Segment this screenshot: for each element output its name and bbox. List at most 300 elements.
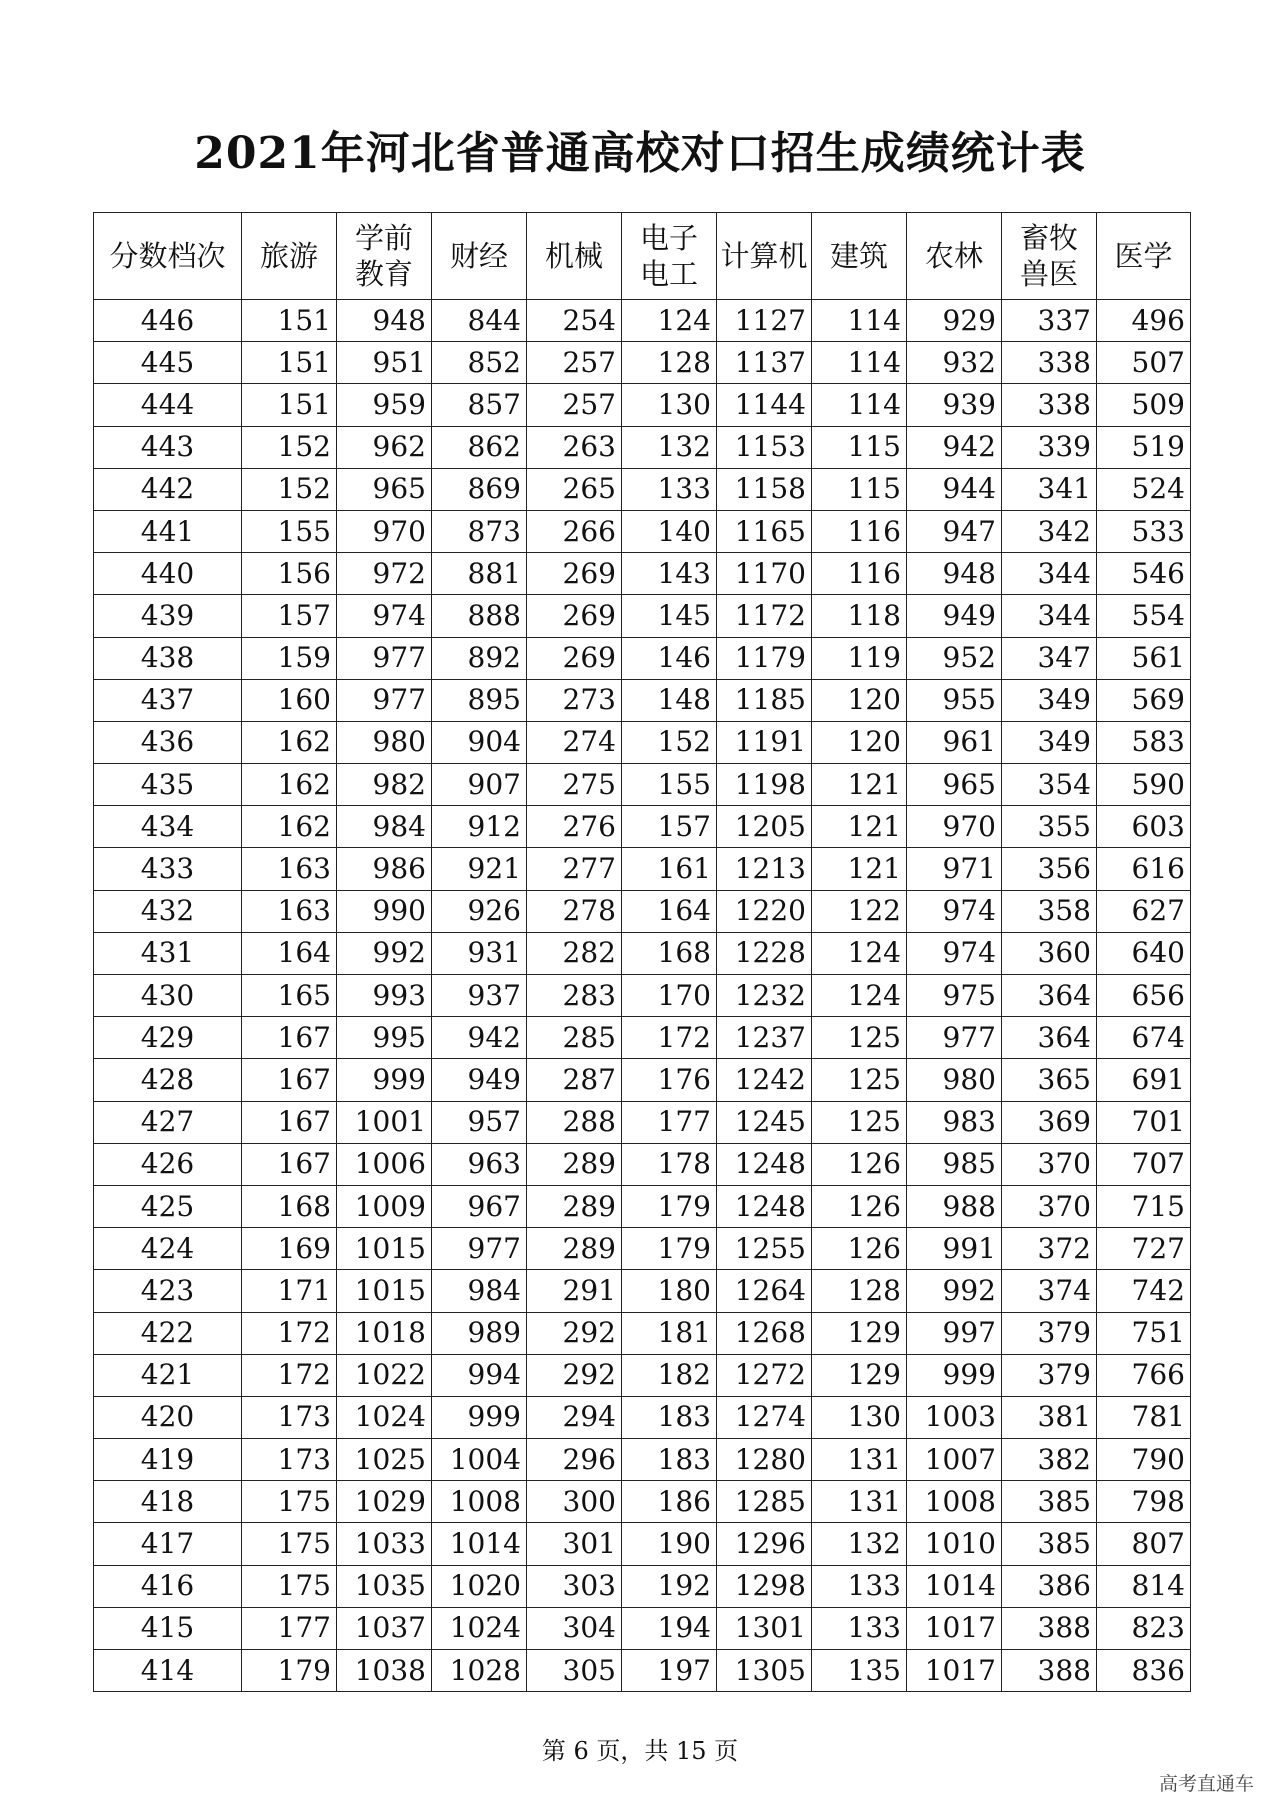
table-cell: 881: [432, 553, 527, 595]
column-header-label: 教育: [354, 257, 413, 291]
table-cell: 372: [1002, 1228, 1097, 1270]
table-row: [94, 1312, 1191, 1354]
table-cell: 114: [812, 342, 907, 384]
table-cell: 932: [907, 342, 1002, 384]
table-cell: 844: [432, 300, 527, 342]
table-cell: 962: [337, 426, 432, 468]
table-cell: 257: [527, 384, 622, 426]
score-level-cell: 417: [94, 1523, 242, 1565]
table-cell: 269: [527, 595, 622, 637]
table-cell: 1008: [907, 1481, 1002, 1523]
table-cell: 157: [622, 806, 717, 848]
table-cell: 583: [1097, 721, 1191, 763]
table-cell: 370: [1002, 1185, 1097, 1227]
table-cell: 349: [1002, 721, 1097, 763]
table-cell: 869: [432, 468, 527, 510]
column-header: [242, 213, 337, 300]
table-cell: 385: [1002, 1523, 1097, 1565]
column-header: [432, 213, 527, 300]
table-cell: 190: [622, 1523, 717, 1565]
table-cell: 974: [907, 890, 1002, 932]
table-cell: 121: [812, 764, 907, 806]
table-cell: 972: [337, 553, 432, 595]
table-cell: 1022: [337, 1354, 432, 1396]
column-header-label: 电子: [639, 221, 698, 255]
table-cell: 990: [337, 890, 432, 932]
table-cell: 1272: [717, 1354, 812, 1396]
page-number-footer: 第 6 页，共 15 页: [541, 1737, 739, 1765]
table-cell: 546: [1097, 553, 1191, 595]
column-header: [94, 213, 242, 300]
table-cell: 781: [1097, 1396, 1191, 1438]
table-row: [94, 1270, 1191, 1312]
score-level-cell: 414: [94, 1650, 242, 1692]
table-cell: 364: [1002, 975, 1097, 1017]
table-cell: 1296: [717, 1523, 812, 1565]
table-cell: 904: [432, 721, 527, 763]
table-cell: 388: [1002, 1607, 1097, 1649]
table-cell: 296: [527, 1439, 622, 1481]
table-cell: 1017: [907, 1650, 1002, 1692]
table-cell: 124: [812, 932, 907, 974]
table-cell: 965: [337, 468, 432, 510]
table-cell: 194: [622, 1607, 717, 1649]
table-cell: 977: [337, 637, 432, 679]
table-row: [94, 300, 1191, 342]
table-cell: 977: [907, 1017, 1002, 1059]
table-cell: 347: [1002, 637, 1097, 679]
table-cell: 952: [907, 637, 1002, 679]
table-cell: 862: [432, 426, 527, 468]
table-cell: 519: [1097, 426, 1191, 468]
table-cell: 790: [1097, 1439, 1191, 1481]
table-cell: 122: [812, 890, 907, 932]
score-level-cell: 445: [94, 342, 242, 384]
table-row: [94, 510, 1191, 552]
score-level-cell: 434: [94, 806, 242, 848]
table-cell: 167: [242, 1101, 337, 1143]
table-cell: 128: [812, 1270, 907, 1312]
table-cell: 727: [1097, 1228, 1191, 1270]
table-cell: 172: [622, 1017, 717, 1059]
table-cell: 496: [1097, 300, 1191, 342]
table-cell: 1220: [717, 890, 812, 932]
table-cell: 751: [1097, 1312, 1191, 1354]
table-cell: 283: [527, 975, 622, 1017]
table-cell: 1285: [717, 1481, 812, 1523]
table-cell: 179: [622, 1228, 717, 1270]
table-cell: 995: [337, 1017, 432, 1059]
table-cell: 167: [242, 1017, 337, 1059]
table-cell: 942: [432, 1017, 527, 1059]
table-cell: 197: [622, 1650, 717, 1692]
table-cell: 1264: [717, 1270, 812, 1312]
score-level-cell: 431: [94, 932, 242, 974]
score-level-cell: 433: [94, 848, 242, 890]
table-cell: 116: [812, 510, 907, 552]
table-cell: 151: [242, 384, 337, 426]
table-cell: 177: [242, 1607, 337, 1649]
table-cell: 114: [812, 384, 907, 426]
table-cell: 656: [1097, 975, 1191, 1017]
table-cell: 895: [432, 679, 527, 721]
table-cell: 715: [1097, 1185, 1191, 1227]
table-cell: 1305: [717, 1650, 812, 1692]
table-cell: 131: [812, 1481, 907, 1523]
column-header-label: 畜牧: [1019, 221, 1078, 255]
table-cell: 181: [622, 1312, 717, 1354]
score-level-cell: 422: [94, 1312, 242, 1354]
table-cell: 985: [907, 1143, 1002, 1185]
table-cell: 305: [527, 1650, 622, 1692]
table-cell: 1033: [337, 1523, 432, 1565]
score-level-cell: 420: [94, 1396, 242, 1438]
column-header-label: 财经: [449, 239, 508, 273]
score-level-cell: 426: [94, 1143, 242, 1185]
score-level-cell: 438: [94, 637, 242, 679]
table-cell: 162: [242, 764, 337, 806]
table-row: [94, 1650, 1191, 1692]
table-cell: 274: [527, 721, 622, 763]
table-cell: 1024: [432, 1607, 527, 1649]
table-cell: 971: [907, 848, 1002, 890]
table-cell: 159: [242, 637, 337, 679]
table-cell: 1191: [717, 721, 812, 763]
score-level-cell: 418: [94, 1481, 242, 1523]
table-cell: 1165: [717, 510, 812, 552]
table-cell: 970: [907, 806, 1002, 848]
table-cell: 977: [337, 679, 432, 721]
score-level-cell: 440: [94, 553, 242, 595]
table-cell: 369: [1002, 1101, 1097, 1143]
table-row: [94, 553, 1191, 595]
table-cell: 980: [907, 1059, 1002, 1101]
table-cell: 992: [337, 932, 432, 974]
table-cell: 965: [907, 764, 1002, 806]
table-cell: 182: [622, 1354, 717, 1396]
table-row: [94, 848, 1191, 890]
table-cell: 265: [527, 468, 622, 510]
table-cell: 379: [1002, 1312, 1097, 1354]
table-cell: 152: [622, 721, 717, 763]
table-cell: 640: [1097, 932, 1191, 974]
table-cell: 852: [432, 342, 527, 384]
table-cell: 344: [1002, 595, 1097, 637]
table-cell: 342: [1002, 510, 1097, 552]
column-header-label: 电工: [639, 257, 698, 291]
table-cell: 1006: [337, 1143, 432, 1185]
table-row: [94, 1523, 1191, 1565]
table-cell: 1038: [337, 1650, 432, 1692]
table-cell: 124: [622, 300, 717, 342]
table-cell: 145: [622, 595, 717, 637]
table-cell: 982: [337, 764, 432, 806]
score-level-cell: 435: [94, 764, 242, 806]
table-cell: 1028: [432, 1650, 527, 1692]
table-cell: 959: [337, 384, 432, 426]
table-cell: 178: [622, 1143, 717, 1185]
score-level-cell: 429: [94, 1017, 242, 1059]
score-level-cell: 430: [94, 975, 242, 1017]
table-cell: 999: [337, 1059, 432, 1101]
table-cell: 1242: [717, 1059, 812, 1101]
table-cell: 129: [812, 1312, 907, 1354]
table-cell: 1198: [717, 764, 812, 806]
table-cell: 1014: [432, 1523, 527, 1565]
table-cell: 533: [1097, 510, 1191, 552]
table-cell: 164: [242, 932, 337, 974]
table-cell: 1268: [717, 1312, 812, 1354]
table-cell: 257: [527, 342, 622, 384]
table-row: [94, 1565, 1191, 1607]
table-cell: 169: [242, 1228, 337, 1270]
table-header: [94, 213, 1191, 300]
table-cell: 132: [812, 1523, 907, 1565]
table-row: [94, 1143, 1191, 1185]
table-cell: 276: [527, 806, 622, 848]
score-level-cell: 419: [94, 1439, 242, 1481]
table-cell: 942: [907, 426, 1002, 468]
table-cell: 379: [1002, 1354, 1097, 1396]
table-cell: 986: [337, 848, 432, 890]
table-cell: 192: [622, 1565, 717, 1607]
table-cell: 907: [432, 764, 527, 806]
table-cell: 289: [527, 1228, 622, 1270]
table-row: [94, 1354, 1191, 1396]
table-cell: 742: [1097, 1270, 1191, 1312]
table-row: [94, 1017, 1191, 1059]
table-cell: 124: [812, 975, 907, 1017]
table-cell: 301: [527, 1523, 622, 1565]
table-cell: 1015: [337, 1228, 432, 1270]
table-cell: 121: [812, 848, 907, 890]
table-cell: 151: [242, 300, 337, 342]
table-cell: 114: [812, 300, 907, 342]
table-cell: 356: [1002, 848, 1097, 890]
table-cell: 180: [622, 1270, 717, 1312]
column-header: [622, 213, 717, 300]
table-cell: 507: [1097, 342, 1191, 384]
table-cell: 165: [242, 975, 337, 1017]
table-cell: 115: [812, 426, 907, 468]
table-cell: 126: [812, 1185, 907, 1227]
table-cell: 151: [242, 342, 337, 384]
score-level-cell: 446: [94, 300, 242, 342]
table-cell: 691: [1097, 1059, 1191, 1101]
table-cell: 1035: [337, 1565, 432, 1607]
table-row: [94, 975, 1191, 1017]
table-cell: 338: [1002, 384, 1097, 426]
table-cell: 1301: [717, 1607, 812, 1649]
table-cell: 1001: [337, 1101, 432, 1143]
table-cell: 992: [907, 1270, 1002, 1312]
table-row: [94, 1059, 1191, 1101]
column-header-label: 学前: [354, 221, 413, 255]
table-row: [94, 1228, 1191, 1270]
table-cell: 955: [907, 679, 1002, 721]
score-level-cell: 424: [94, 1228, 242, 1270]
table-cell: 961: [907, 721, 1002, 763]
table-row: [94, 1439, 1191, 1481]
table-cell: 125: [812, 1059, 907, 1101]
table-cell: 133: [812, 1607, 907, 1649]
table-cell: 287: [527, 1059, 622, 1101]
table-cell: 175: [242, 1523, 337, 1565]
table-cell: 285: [527, 1017, 622, 1059]
table-cell: 183: [622, 1439, 717, 1481]
table-cell: 161: [622, 848, 717, 890]
table-cell: 823: [1097, 1607, 1191, 1649]
table-cell: 1008: [432, 1481, 527, 1523]
table-row: [94, 637, 1191, 679]
table-cell: 674: [1097, 1017, 1191, 1059]
table-row: [94, 764, 1191, 806]
table-cell: 963: [432, 1143, 527, 1185]
score-level-cell: 427: [94, 1101, 242, 1143]
table-cell: 177: [622, 1101, 717, 1143]
table-cell: 1237: [717, 1017, 812, 1059]
table-cell: 146: [622, 637, 717, 679]
table-cell: 179: [622, 1185, 717, 1227]
table-row: [94, 890, 1191, 932]
table-cell: 382: [1002, 1439, 1097, 1481]
table-cell: 170: [622, 975, 717, 1017]
table-cell: 1228: [717, 932, 812, 974]
table-row: [94, 468, 1191, 510]
table-cell: 888: [432, 595, 527, 637]
score-level-cell: 436: [94, 721, 242, 763]
score-level-cell: 444: [94, 384, 242, 426]
table-cell: 288: [527, 1101, 622, 1143]
table-cell: 974: [337, 595, 432, 637]
table-cell: 974: [907, 932, 1002, 974]
score-level-cell: 439: [94, 595, 242, 637]
table-cell: 269: [527, 553, 622, 595]
column-header-label: 兽医: [1019, 257, 1078, 291]
table-cell: 130: [812, 1396, 907, 1438]
table-cell: 140: [622, 510, 717, 552]
score-level-cell: 437: [94, 679, 242, 721]
table-cell: 289: [527, 1143, 622, 1185]
table-cell: 569: [1097, 679, 1191, 721]
table-cell: 156: [242, 553, 337, 595]
table-cell: 616: [1097, 848, 1191, 890]
score-level-cell: 441: [94, 510, 242, 552]
table-cell: 278: [527, 890, 622, 932]
table-cell: 269: [527, 637, 622, 679]
table-cell: 994: [432, 1354, 527, 1396]
table-cell: 509: [1097, 384, 1191, 426]
table-cell: 1009: [337, 1185, 432, 1227]
table-cell: 988: [907, 1185, 1002, 1227]
table-cell: 999: [907, 1354, 1002, 1396]
table-row: [94, 1101, 1191, 1143]
table-cell: 364: [1002, 1017, 1097, 1059]
score-level-cell: 442: [94, 468, 242, 510]
table-cell: 627: [1097, 890, 1191, 932]
table-cell: 374: [1002, 1270, 1097, 1312]
table-cell: 707: [1097, 1143, 1191, 1185]
table-cell: 160: [242, 679, 337, 721]
table-row: [94, 1185, 1191, 1227]
table-cell: 1029: [337, 1481, 432, 1523]
table-cell: 292: [527, 1312, 622, 1354]
table-cell: 155: [622, 764, 717, 806]
table-cell: 275: [527, 764, 622, 806]
table-cell: 157: [242, 595, 337, 637]
table-cell: 133: [812, 1565, 907, 1607]
table-row: [94, 932, 1191, 974]
table-cell: 304: [527, 1607, 622, 1649]
column-header-label: 建筑: [829, 239, 888, 273]
table-row: [94, 342, 1191, 384]
table-cell: 807: [1097, 1523, 1191, 1565]
table-cell: 120: [812, 721, 907, 763]
table-cell: 1158: [717, 468, 812, 510]
column-header: [812, 213, 907, 300]
table-cell: 975: [907, 975, 1002, 1017]
table-cell: 957: [432, 1101, 527, 1143]
table-cell: 118: [812, 595, 907, 637]
table-cell: 766: [1097, 1354, 1191, 1396]
table-cell: 949: [907, 595, 1002, 637]
table-cell: 365: [1002, 1059, 1097, 1101]
table-cell: 167: [242, 1059, 337, 1101]
table-cell: 1185: [717, 679, 812, 721]
table-cell: 254: [527, 300, 622, 342]
table-cell: 948: [337, 300, 432, 342]
table-cell: 381: [1002, 1396, 1097, 1438]
table-cell: 266: [527, 510, 622, 552]
table-cell: 135: [812, 1650, 907, 1692]
table-cell: 980: [337, 721, 432, 763]
table-cell: 388: [1002, 1650, 1097, 1692]
table-cell: 126: [812, 1228, 907, 1270]
table-row: [94, 1607, 1191, 1649]
table-cell: 1153: [717, 426, 812, 468]
table-cell: 1144: [717, 384, 812, 426]
table-cell: 163: [242, 848, 337, 890]
table-cell: 561: [1097, 637, 1191, 679]
table-cell: 132: [622, 426, 717, 468]
table-cell: 155: [242, 510, 337, 552]
table-cell: 1003: [907, 1396, 1002, 1438]
table-cell: 370: [1002, 1143, 1097, 1185]
table-cell: 1274: [717, 1396, 812, 1438]
table-cell: 873: [432, 510, 527, 552]
table-cell: 926: [432, 890, 527, 932]
table-cell: 948: [907, 553, 1002, 595]
column-header-label: 农林: [924, 239, 983, 273]
table-cell: 1007: [907, 1439, 1002, 1481]
table-cell: 131: [812, 1439, 907, 1481]
column-header-label: 机械: [544, 239, 603, 273]
table-cell: 1015: [337, 1270, 432, 1312]
table-cell: 1248: [717, 1185, 812, 1227]
table-cell: 1004: [432, 1439, 527, 1481]
column-header: [1002, 213, 1097, 300]
table-cell: 355: [1002, 806, 1097, 848]
table-cell: 798: [1097, 1481, 1191, 1523]
table-cell: 977: [432, 1228, 527, 1270]
table-cell: 167: [242, 1143, 337, 1185]
column-header: [907, 213, 1002, 300]
table-cell: 1179: [717, 637, 812, 679]
table-cell: 1018: [337, 1312, 432, 1354]
table-cell: 126: [812, 1143, 907, 1185]
table-cell: 984: [337, 806, 432, 848]
table-cell: 1298: [717, 1565, 812, 1607]
